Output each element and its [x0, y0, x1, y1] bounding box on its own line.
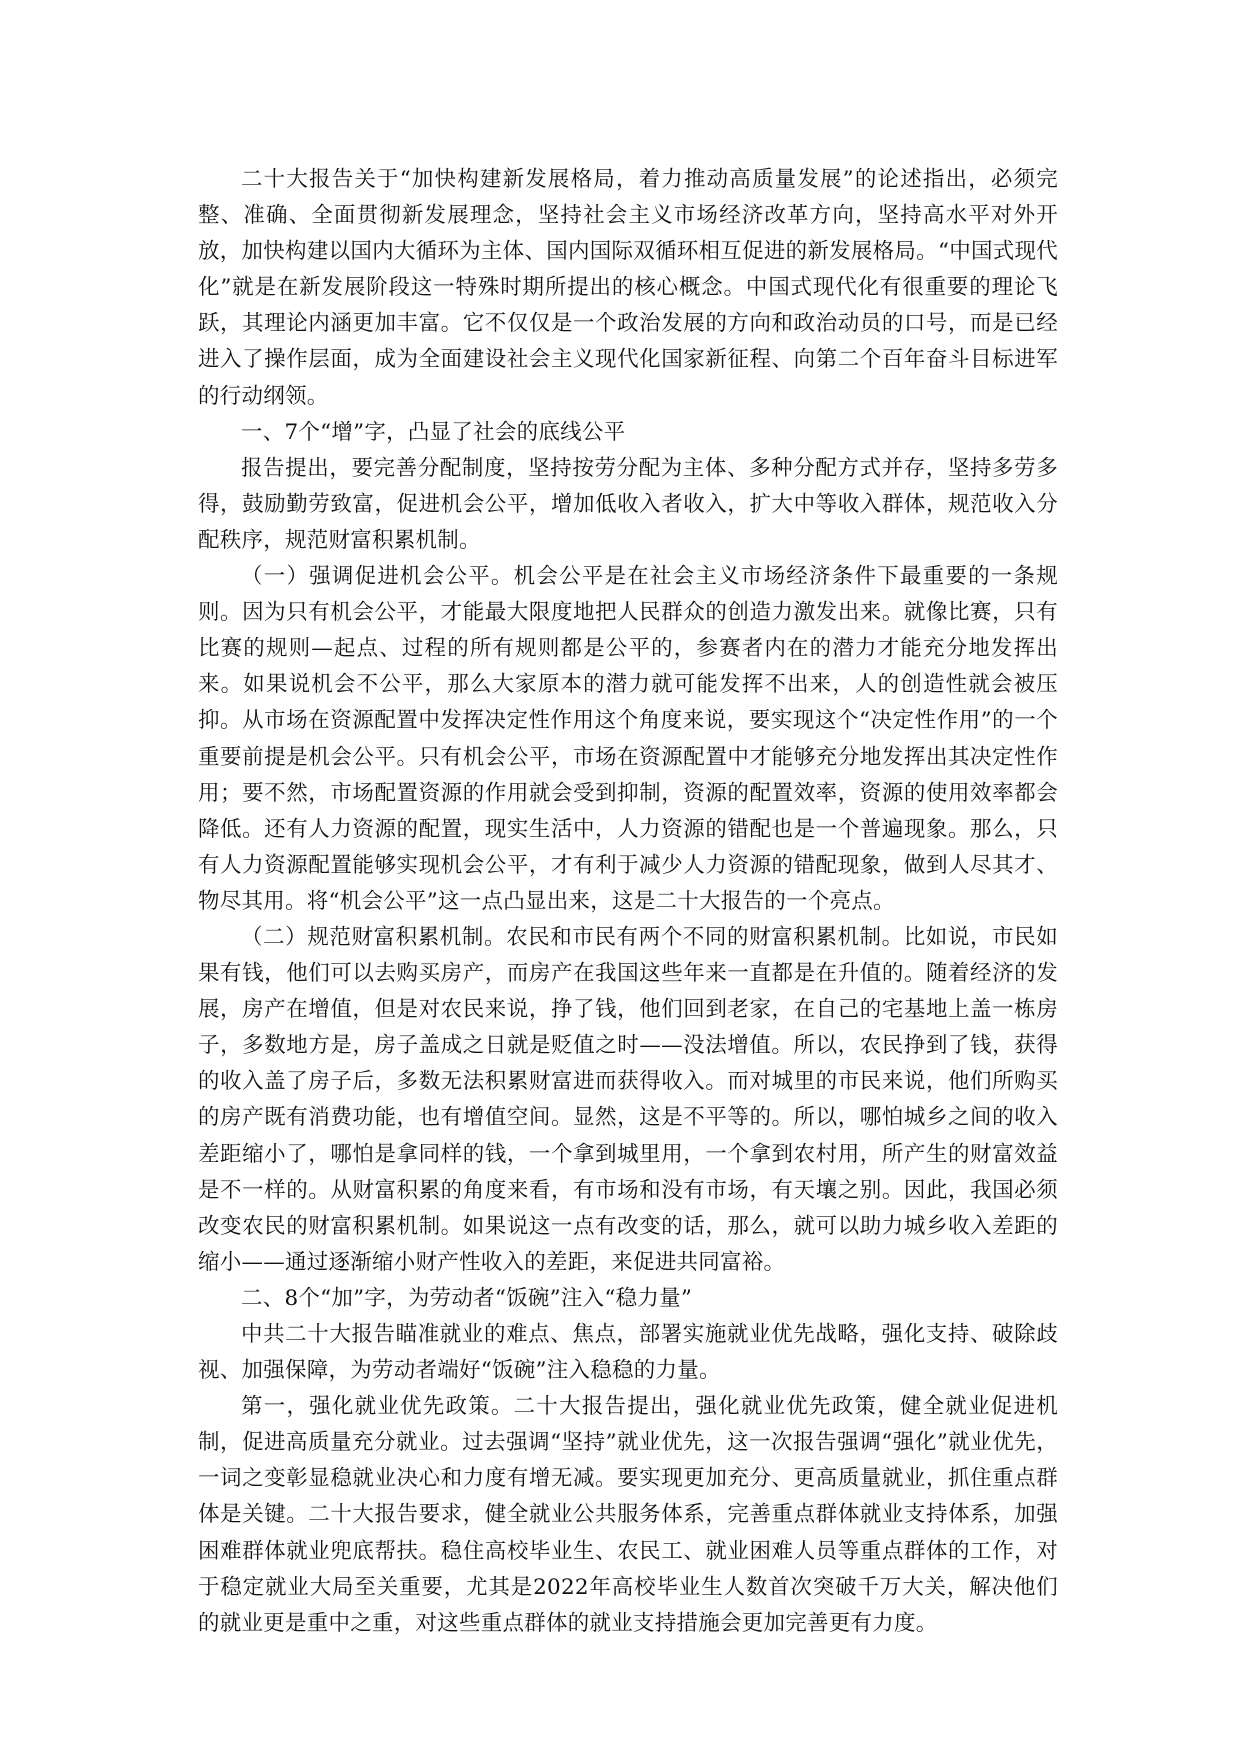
paragraph-intro: 二十大报告关于“加快构建新发展格局，着力推动高质量发展”的论述指出，必须完整、准确、全面贯彻新发展理念，坚持社会主义市场经济改革方向，坚持高水平对外开放，加快构建以国内大循环为主体、国内国际双循环相互促进的新发展格局。“中国式现代化”就是在新发展阶段这一特殊时期所提出的核心概念。中国式现代化有很重要的理论飞跃，其理论内涵更加丰富。它不仅仅是一个政治发展的方向和政治动员的口号，而是已经进入了操作层面，成为全面建设社会主义现代化国家新征程、向第二个百年奋斗目标进军的行动纲领。: [198, 167, 1058, 409]
document-body: [198, 162, 1058, 1642]
section-heading-2: 二、8个“加”字，为劳动者“饭碗”注入“稳力量”: [241, 1285, 693, 1311]
section-heading-1: 一、7个“增”字，凸显了社会的底线公平: [241, 419, 626, 445]
paragraph-employment-intro: 中共二十大报告瞄准就业的难点、焦点，部署实施就业优先战略，强化支持、破除歧视、加强保障，为劳动者端好“饭碗”注入稳稳的力量。: [198, 1322, 1058, 1384]
paragraph-employment-priority: 第一，强化就业优先政策。二十大报告提出，强化就业优先政策，健全就业促进机制，促进高质量充分就业。过去强调“坚持”就业优先，这一次报告强调“强化”就业优先，一词之变彰显稳就业决心和力度有增无减。要实现更加充分、更高质量就业，抓住重点群体是关键。二十大报告要求，健全就业公共服务体系，完善重点群体就业支持体系，加强困难群体就业兜底帮扶。稳住高校毕业生、农民工、就业困难人员等重点群体的工作，对于稳定就业大局至关重要，尤其是2022年高校毕业生人数首次突破千万大关，解决他们的就业更是重中之重，对这些重点群体的就业支持措施会更加完善更有力度。: [198, 1394, 1058, 1636]
paragraph-wealth-accumulation: （二）规范财富积累机制。农民和市民有两个不同的财富积累机制。比如说，市民如果有钱，他们可以去购买房产，而房产在我国这些年来一直都是在升值的。随着经济的发展，房产在增值，但是对农民来说，挣了钱，他们回到老家，在自己的宅基地上盖一栋房子，多数地方是，房子盖成之日就是贬值之时——没法增值。所以，农民挣到了钱，获得的收入盖了房子后，多数无法积累财富进而获得收入。而对城里的市民来说，他们所购买的房产既有消费功能，也有增值空间。显然，这是不平等的。所以，哪怕城乡之间的收入差距缩小了，哪怕是拿同样的钱，一个拿到城里用，一个拿到农村用，所产生的财富效益是不一样的。从财富积累的角度来看，有市场和没有市场，有天壤之别。因此，我国必须改变农民的财富积累机制。如果说这一点有改变的话，那么，就可以助力城乡收入差距的缩小——通过逐渐缩小财产性收入的差距，来促进共同富裕。: [198, 924, 1058, 1275]
paragraph-distribution: 报告提出，要完善分配制度，坚持按劳分配为主体、多种分配方式并存，坚持多劳多得，鼓励勤劳致富，促进机会公平，增加低收入者收入，扩大中等收入群体，规范收入分配秩序，规范财富积累机制。: [198, 455, 1058, 553]
paragraph-opportunity-fairness: （一）强调促进机会公平。机会公平是在社会主义市场经济条件下最重要的一条规则。因为只有机会公平，才能最大限度地把人民群众的创造力激发出来。就像比赛，只有比赛的规则—起点、过程的所有规则都是公平的，参赛者内在的潜力才能充分地发挥出来。如果说机会不公平，那么大家原本的潜力就可能发挥不出来，人的创造性就会被压抑。从市场在资源配置中发挥决定性作用这个角度来说，要实现这个“决定性作用”的一个重要前提是机会公平。只有机会公平，市场在资源配置中才能够充分地发挥出其决定性作用；要不然，市场配置资源的作用就会受到抑制，资源的配置效率，资源的使用效率都会降低。还有人力资源的配置，现实生活中，人力资源的错配也是一个普遍现象。那么，只有人力资源配置能够实现机会公平，才有利于减少人力资源的错配现象，做到人尽其才、物尽其用。将“机会公平”这一点凸显出来，这是二十大报告的一个亮点。: [198, 564, 1058, 914]
